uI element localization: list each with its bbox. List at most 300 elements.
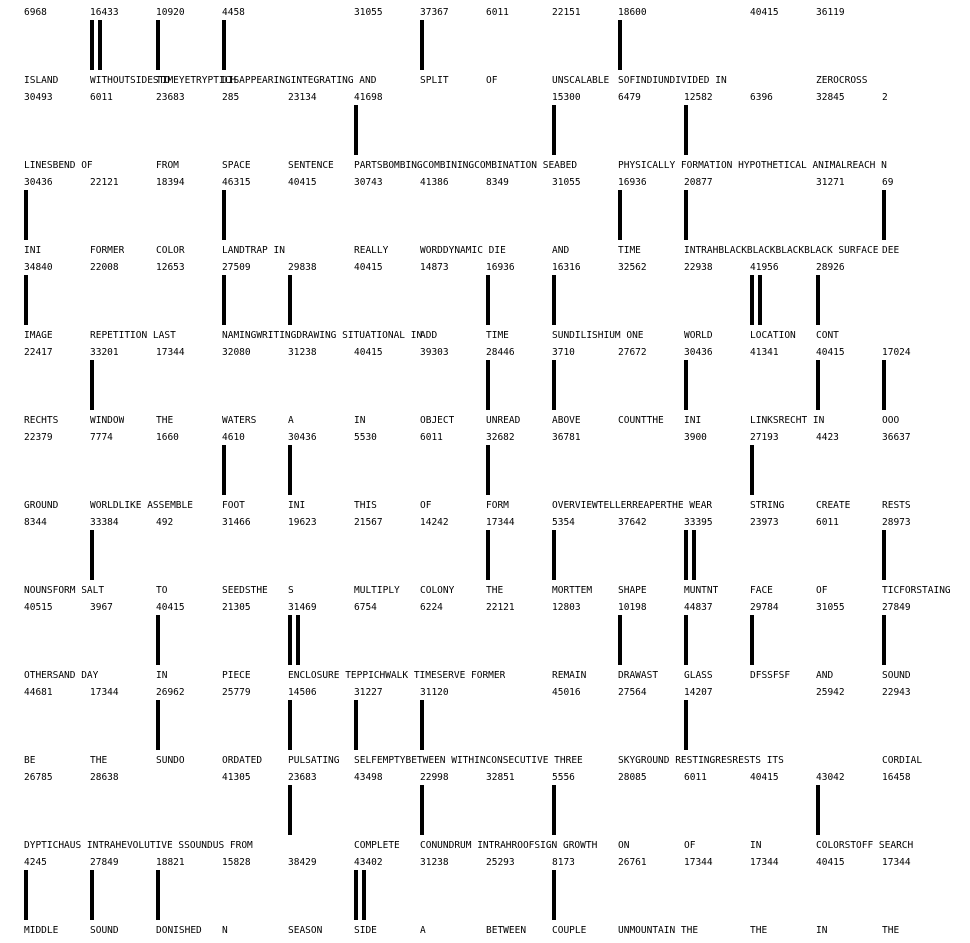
cell-word: ZEROCROSS: [816, 76, 868, 86]
cell-word: FORM: [486, 501, 509, 511]
cell-word: MIDDLE: [24, 926, 59, 936]
cell-number: 40415: [750, 7, 779, 18]
cell-bar: [362, 870, 366, 920]
cell-bar: [684, 105, 688, 155]
cell-number: 32562: [618, 262, 647, 273]
cell-number: 28926: [816, 262, 845, 273]
cell-bar: [222, 20, 226, 70]
cell-number: 7774: [90, 432, 113, 443]
cell-word: THE: [750, 926, 768, 936]
cell-number: 26962: [156, 687, 185, 698]
cell-bar: [618, 20, 622, 70]
cell-number: 4458: [222, 7, 245, 18]
cell-number: 23683: [156, 92, 185, 103]
cell-number: 6011: [684, 772, 707, 783]
cell-bar: [156, 870, 160, 920]
cell-number: 45016: [552, 687, 581, 698]
cell-word: SUNDO: [156, 756, 185, 766]
cell-word: RECHTS: [24, 416, 59, 426]
cell-bar: [882, 190, 886, 240]
cell-number: 29838: [288, 262, 317, 273]
cell-number: 10920: [156, 7, 185, 18]
cell-word: COLONY: [420, 586, 455, 596]
cell-word: CONT: [816, 331, 839, 341]
cell-number: 17344: [684, 857, 713, 868]
cell-bar: [296, 615, 300, 665]
cell-word: PULSATING: [288, 756, 340, 766]
cell-word: OBJECT: [420, 416, 455, 426]
cell-bar: [758, 275, 762, 325]
cell-word: REALLY: [354, 246, 389, 256]
cell-word: MUNTNT: [684, 586, 719, 596]
cell-number: 31120: [420, 687, 449, 698]
cell-word: SHAPE: [618, 586, 647, 596]
cell-word: TIME: [618, 246, 641, 256]
cell-number: 16433: [90, 7, 119, 18]
cell-word: ORDATED: [222, 756, 263, 766]
cell-number: 21567: [354, 517, 383, 528]
cell-word: S: [288, 586, 294, 596]
cell-bar: [552, 275, 556, 325]
cell-word: SPLIT: [420, 76, 449, 86]
cell-word: ON: [618, 841, 630, 851]
cell-word: MORTTEM: [552, 586, 593, 596]
grid-row: [0, 8, 970, 93]
cell-number: 22938: [684, 262, 713, 273]
cell-number: 25293: [486, 857, 515, 868]
cell-number: 30436: [684, 347, 713, 358]
cell-number: 16316: [552, 262, 581, 273]
cell-word: DRAWAST: [618, 671, 659, 681]
cell-number: 12582: [684, 92, 713, 103]
grid-row: [0, 433, 970, 518]
cell-number: 31466: [222, 517, 251, 528]
cell-number: 14207: [684, 687, 713, 698]
cell-bar: [354, 870, 358, 920]
cell-word: FOOT: [222, 501, 245, 511]
cell-word: COUPLE: [552, 926, 587, 936]
cell-number: 27849: [90, 857, 119, 868]
cell-number: 39303: [420, 347, 449, 358]
cell-number: 32851: [486, 772, 515, 783]
cell-number: 31055: [816, 602, 845, 613]
cell-number: 6011: [420, 432, 443, 443]
cell-word: COMPLETE: [354, 841, 400, 851]
cell-number: 27849: [882, 602, 911, 613]
cell-word: BE: [24, 756, 36, 766]
cell-number: 5530: [354, 432, 377, 443]
cell-word: THE: [156, 416, 174, 426]
cell-number: 23973: [750, 517, 779, 528]
cell-word: NOUNSFORM SALT: [24, 586, 105, 596]
cell-number: 8173: [552, 857, 575, 868]
cell-number: 46315: [222, 177, 251, 188]
cell-word: COLOR: [156, 246, 185, 256]
cell-word: N: [222, 926, 228, 936]
cell-word: TIME: [486, 331, 509, 341]
cell-bar: [552, 785, 556, 835]
cell-bar: [684, 700, 688, 750]
cell-number: 36781: [552, 432, 581, 443]
cell-number: 23134: [288, 92, 317, 103]
cell-number: 27193: [750, 432, 779, 443]
cell-word: OF: [420, 501, 432, 511]
cell-word: SOUND: [882, 671, 911, 681]
cell-number: 40515: [24, 602, 53, 613]
cell-word: LOCATION: [750, 331, 796, 341]
cell-number: 31238: [288, 347, 317, 358]
cell-number: 1660: [156, 432, 179, 443]
cell-bar: [354, 105, 358, 155]
cell-number: 40415: [816, 347, 845, 358]
cell-word: PIECE: [222, 671, 251, 681]
cell-number: 43042: [816, 772, 845, 783]
cell-number: 6011: [486, 7, 509, 18]
cell-number: 41698: [354, 92, 383, 103]
cell-bar: [486, 275, 490, 325]
cell-word: DYPTICHAUS INTRAHEVOLUTIVE SSOUNDUS FROM: [24, 841, 253, 851]
cell-bar: [288, 445, 292, 495]
cell-number: 22417: [24, 347, 53, 358]
cell-number: 26761: [618, 857, 647, 868]
cell-word: PARTSBOMBINGCOMBININGCOMBINATION SEABED: [354, 161, 578, 171]
cell-word: ABOVE: [552, 416, 581, 426]
cell-number: 16936: [486, 262, 515, 273]
cell-word: OOO: [882, 416, 900, 426]
cell-number: 3967: [90, 602, 113, 613]
cell-number: 69: [882, 177, 894, 188]
cell-word: OF: [486, 76, 498, 86]
cell-bar: [552, 360, 556, 410]
cell-word: LANDTRAP IN: [222, 246, 285, 256]
cell-bar: [684, 615, 688, 665]
cell-bar: [288, 785, 292, 835]
cell-number: 36637: [882, 432, 911, 443]
cell-number: 29784: [750, 602, 779, 613]
cell-bar: [552, 530, 556, 580]
cell-bar: [98, 20, 102, 70]
cell-number: 22008: [90, 262, 119, 273]
cell-bar: [816, 785, 820, 835]
cell-word: AND: [552, 246, 570, 256]
cell-word: OF: [684, 841, 696, 851]
cell-bar: [222, 190, 226, 240]
cell-word: UNREAD: [486, 416, 521, 426]
cell-word: DISAPPEARINGINTEGRATING AND: [222, 76, 377, 86]
cell-number: 41341: [750, 347, 779, 358]
cell-word: REMAIN: [552, 671, 587, 681]
cell-number: 15828: [222, 857, 251, 868]
cell-number: 31055: [552, 177, 581, 188]
cell-number: 25779: [222, 687, 251, 698]
cell-number: 27509: [222, 262, 251, 273]
cell-word: ADD: [420, 331, 438, 341]
cell-number: 15300: [552, 92, 581, 103]
cell-word: UNSCALABLE: [552, 76, 610, 86]
cell-number: 17344: [486, 517, 515, 528]
cell-word: FORMER: [90, 246, 125, 256]
cell-word: IN: [750, 841, 762, 851]
cell-word: DONISHED: [156, 926, 202, 936]
cell-number: 17344: [750, 857, 779, 868]
cell-number: 14873: [420, 262, 449, 273]
cell-number: 22943: [882, 687, 911, 698]
cell-number: 26785: [24, 772, 53, 783]
cell-word: CREATE: [816, 501, 851, 511]
cell-word: AND: [816, 671, 834, 681]
cell-number: 30436: [24, 177, 53, 188]
cell-word: REPETITION LAST: [90, 331, 176, 341]
cell-word: WORLDLIKE ASSEMBLE: [90, 501, 193, 511]
cell-number: 3900: [684, 432, 707, 443]
cell-word: IN: [816, 926, 828, 936]
cell-number: 6224: [420, 602, 443, 613]
cell-number: 44681: [24, 687, 53, 698]
cell-bar: [222, 445, 226, 495]
cell-word: PHYSICALLY FORMATION HYPOTHETICAL ANIMALREACH N: [618, 161, 887, 171]
cell-word: OF: [816, 586, 828, 596]
cell-bar: [420, 700, 424, 750]
cell-bar: [486, 360, 490, 410]
cell-word: A: [420, 926, 426, 936]
cell-number: 37367: [420, 7, 449, 18]
cell-word: GROUND: [24, 501, 59, 511]
cell-word: IN: [354, 416, 366, 426]
cell-word: OVERVIEWTELLERREAPERTHE WEAR: [552, 501, 713, 511]
cell-number: 18821: [156, 857, 185, 868]
cell-bar: [90, 20, 94, 70]
cell-bar: [24, 275, 28, 325]
cell-word: LINESBEND OF: [24, 161, 93, 171]
cell-word: UNMOUNTAIN THE: [618, 926, 699, 936]
cell-word: BETWEEN: [486, 926, 527, 936]
cell-bar: [288, 615, 292, 665]
grid-row: [0, 858, 970, 943]
cell-number: 27672: [618, 347, 647, 358]
cell-number: 41956: [750, 262, 779, 273]
cell-number: 6011: [816, 517, 839, 528]
cell-word: DEE: [882, 246, 900, 256]
cell-number: 27564: [618, 687, 647, 698]
cell-bar: [90, 360, 94, 410]
cell-number: 31055: [354, 7, 383, 18]
cell-word: CORDIAL: [882, 756, 923, 766]
cell-word: THE: [90, 756, 108, 766]
cell-bar: [816, 275, 820, 325]
cell-word: INI: [288, 501, 306, 511]
cell-bar: [156, 20, 160, 70]
cell-word: COLORSTOFF SEARCH: [816, 841, 914, 851]
cell-number: 17344: [156, 347, 185, 358]
grid-row: [0, 518, 970, 603]
cell-number: 17344: [90, 687, 119, 698]
grid-row: [0, 263, 970, 348]
cell-number: 30743: [354, 177, 383, 188]
cell-number: 22121: [90, 177, 119, 188]
cell-number: 5556: [552, 772, 575, 783]
cell-number: 12653: [156, 262, 185, 273]
cell-number: 17344: [882, 857, 911, 868]
cell-bar: [156, 700, 160, 750]
cell-number: 4423: [816, 432, 839, 443]
cell-number: 492: [156, 517, 174, 528]
cell-number: 3710: [552, 347, 575, 358]
cell-word: IN: [156, 671, 168, 681]
cell-number: 40415: [750, 772, 779, 783]
cell-number: 5354: [552, 517, 575, 528]
cell-word: MULTIPLY: [354, 586, 400, 596]
cell-word: ISLAND: [24, 76, 59, 86]
cell-number: 16458: [882, 772, 911, 783]
cell-word: NAMINGWRITINGDRAWING SITUATIONAL IN: [222, 331, 423, 341]
cell-number: 40415: [288, 177, 317, 188]
cell-word: LINKSRECHT IN: [750, 416, 825, 426]
cell-number: 36119: [816, 7, 845, 18]
cell-number: 31227: [354, 687, 383, 698]
cell-word: SOFINDIUNDIVIDED IN: [618, 76, 727, 86]
cell-word: IMAGE: [24, 331, 53, 341]
grid-row: [0, 93, 970, 178]
cell-word: SEEDSTHE: [222, 586, 268, 596]
cell-number: 28446: [486, 347, 515, 358]
cell-word: STRING: [750, 501, 785, 511]
cell-bar: [288, 275, 292, 325]
cell-number: 285: [222, 92, 240, 103]
grid-row: [0, 603, 970, 688]
grid-row: [0, 688, 970, 773]
cell-number: 33201: [90, 347, 119, 358]
cell-number: 8344: [24, 517, 47, 528]
cell-number: 14242: [420, 517, 449, 528]
cell-number: 41386: [420, 177, 449, 188]
cell-word: SKYGROUND RESTINGRESRESTS ITS: [618, 756, 784, 766]
cell-bar: [24, 870, 28, 920]
cell-number: 4610: [222, 432, 245, 443]
cell-bar: [618, 615, 622, 665]
cell-number: 6754: [354, 602, 377, 613]
cell-number: 28638: [90, 772, 119, 783]
cell-word: INI: [684, 416, 702, 426]
cell-number: 6396: [750, 92, 773, 103]
cell-word: SUNDILISHIUM ONE: [552, 331, 644, 341]
cell-bar: [156, 615, 160, 665]
cell-word: WORLD: [684, 331, 713, 341]
cell-bar: [816, 360, 820, 410]
cell-bar: [618, 190, 622, 240]
cell-word: DFSSFSF: [750, 671, 791, 681]
cell-bar: [90, 870, 94, 920]
cell-number: 33384: [90, 517, 119, 528]
cell-bar: [222, 275, 226, 325]
cell-number: 22379: [24, 432, 53, 443]
cell-number: 28085: [618, 772, 647, 783]
cell-word: OTHERSAND DAY: [24, 671, 99, 681]
cell-word: FROM: [156, 161, 179, 171]
cell-word: WITHOUTSIDESTO: [90, 76, 171, 86]
cell-word: ENCLOSURE TEPPICHWALK TIMESERVE FORMER: [288, 671, 506, 681]
cell-number: 37642: [618, 517, 647, 528]
cell-number: 28973: [882, 517, 911, 528]
cell-word: WORDDYNAMIC DIE: [420, 246, 506, 256]
cell-number: 40415: [156, 602, 185, 613]
cell-number: 38429: [288, 857, 317, 868]
cell-number: 40415: [354, 262, 383, 273]
cell-bar: [24, 190, 28, 240]
cell-bar: [692, 530, 696, 580]
cell-bar: [552, 105, 556, 155]
cell-number: 33395: [684, 517, 713, 528]
cell-bar: [750, 615, 754, 665]
cell-number: 21305: [222, 602, 251, 613]
cell-bar: [750, 445, 754, 495]
cell-number: 4245: [24, 857, 47, 868]
cell-number: 6011: [90, 92, 113, 103]
cell-number: 19623: [288, 517, 317, 528]
cell-bar: [552, 870, 556, 920]
cell-bar: [354, 700, 358, 750]
cell-word: THE: [882, 926, 900, 936]
cell-bar: [684, 530, 688, 580]
cell-number: 18600: [618, 7, 647, 18]
cell-word: GLASS: [684, 671, 713, 681]
cell-number: 32682: [486, 432, 515, 443]
cell-number: 6968: [24, 7, 47, 18]
cell-word: INI: [24, 246, 42, 256]
cell-word: FACE: [750, 586, 773, 596]
cell-word: TICFORSTAING: [882, 586, 951, 596]
cell-number: 43402: [354, 857, 383, 868]
cell-bar: [90, 530, 94, 580]
grid-row: [0, 773, 970, 858]
cell-number: 31238: [420, 857, 449, 868]
cell-number: 23683: [288, 772, 317, 783]
cell-number: 41305: [222, 772, 251, 783]
cell-word: SELFEMPTYBETWEEN WITHINCONSECUTIVE THREE: [354, 756, 583, 766]
cell-word: SIDE: [354, 926, 377, 936]
cell-number: 22121: [486, 602, 515, 613]
cell-bar: [882, 615, 886, 665]
cell-number: 10198: [618, 602, 647, 613]
cell-word: SENTENCE: [288, 161, 334, 171]
cell-number: 44837: [684, 602, 713, 613]
cell-number: 43498: [354, 772, 383, 783]
cell-number: 40415: [354, 347, 383, 358]
cell-number: 32845: [816, 92, 845, 103]
cell-word: RESTS: [882, 501, 911, 511]
cell-word: SPACE: [222, 161, 251, 171]
cell-word: THE: [486, 586, 504, 596]
cell-number: 31469: [288, 602, 317, 613]
cell-bar: [882, 530, 886, 580]
cell-word: TO: [156, 586, 168, 596]
cell-word: SOUND: [90, 926, 119, 936]
cell-number: 16936: [618, 177, 647, 188]
cell-word: CONUNDRUM INTRAHROOFSIGN GROWTH: [420, 841, 598, 851]
cell-number: 22998: [420, 772, 449, 783]
cell-word: COUNTTHE: [618, 416, 664, 426]
cell-number: 22151: [552, 7, 581, 18]
cell-word: THIS: [354, 501, 377, 511]
cell-bar: [882, 360, 886, 410]
cell-number: 34840: [24, 262, 53, 273]
cell-number: 8349: [486, 177, 509, 188]
cell-number: 32080: [222, 347, 251, 358]
cell-number: 18394: [156, 177, 185, 188]
cell-number: 6479: [618, 92, 641, 103]
cell-number: 17024: [882, 347, 911, 358]
cell-word: WATERS: [222, 416, 257, 426]
cell-bar: [750, 275, 754, 325]
